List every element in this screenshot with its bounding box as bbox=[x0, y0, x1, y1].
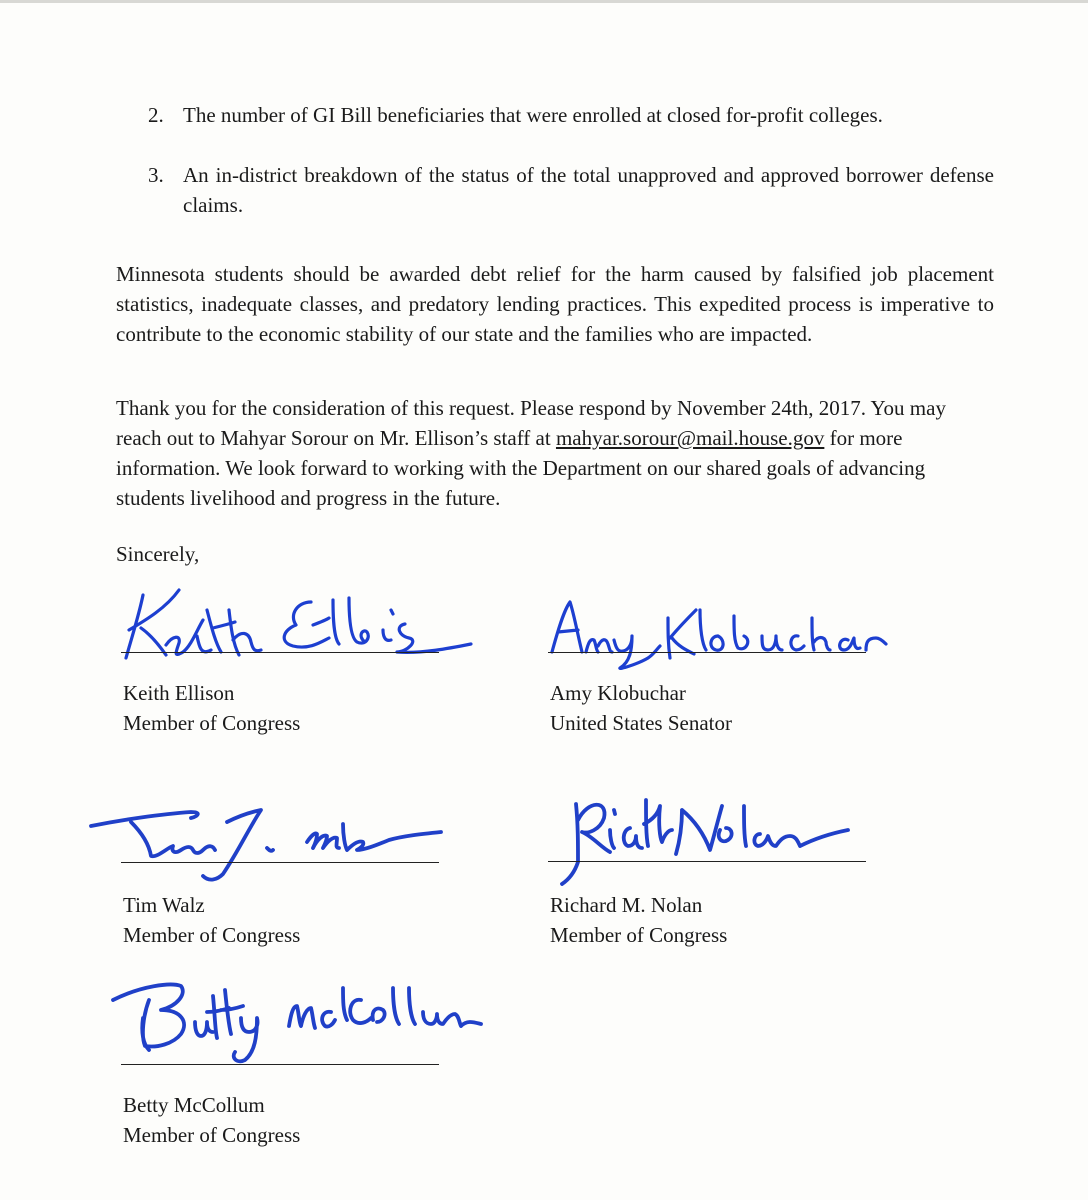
signature-tim-walz bbox=[121, 792, 481, 892]
signature-keith-ellison bbox=[121, 580, 481, 660]
signature-amy-klobuchar bbox=[548, 580, 908, 660]
list-item-number: 2. bbox=[148, 103, 164, 127]
signatory-title: Member of Congress bbox=[550, 923, 728, 947]
signature-line bbox=[121, 862, 439, 863]
list-item-number: 3. bbox=[148, 163, 164, 187]
signatory-name: Keith Ellison bbox=[123, 681, 235, 705]
list-item-text: An in-district breakdown of the status of the total unapproved and approved borrower defense claims. bbox=[183, 163, 994, 217]
signatory-name: Richard M. Nolan bbox=[550, 893, 703, 917]
body-paragraph bbox=[116, 393, 994, 513]
signature-line bbox=[548, 861, 866, 862]
signatory-title: Member of Congress bbox=[123, 923, 301, 947]
signature-line bbox=[121, 652, 439, 653]
email-link[interactable]: mahyar.sorour@mail.house.gov bbox=[555, 426, 825, 450]
signature-block bbox=[121, 792, 461, 952]
signature-block bbox=[548, 780, 888, 950]
signature-block bbox=[121, 960, 461, 1160]
signature-block bbox=[548, 580, 888, 740]
list-item bbox=[148, 100, 994, 130]
paragraph-text: for more information. We look forward to working with the Department on our shared goals of advancing students livelihood and progress in the future. bbox=[116, 426, 926, 510]
body-paragraph: Minnesota students should be awarded debt relief for the harm caused by falsified job placement statistics, inadequate classes, and predatory lending practices. This expedited process is imperative to contribute to the economic stability of our state and the families who are impacted. bbox=[116, 262, 994, 346]
signature-richard-nolan bbox=[548, 780, 908, 890]
signature-betty-mccollum bbox=[121, 960, 501, 1070]
signatory-name: Betty McCollum bbox=[123, 1093, 265, 1117]
page-top-edge bbox=[0, 0, 1088, 3]
signatory-title: Member of Congress bbox=[123, 1123, 301, 1147]
numbered-list bbox=[148, 100, 994, 220]
signatory-name: Tim Walz bbox=[123, 893, 205, 917]
signature-line bbox=[121, 1064, 439, 1065]
signatory-title: Member of Congress bbox=[123, 711, 301, 735]
paragraph-text: Thank you for the consideration of this request. Please respond by November 24th, 2017. You may reach out to Mahyar Sorour on Mr. Ellison’s staff at bbox=[116, 396, 946, 450]
closing: Sincerely, bbox=[116, 542, 200, 566]
signatory-title: United States Senator bbox=[550, 711, 732, 735]
signature-line bbox=[548, 652, 866, 653]
signature-block bbox=[121, 580, 461, 740]
signatory-name: Amy Klobuchar bbox=[550, 681, 686, 705]
list-item bbox=[148, 160, 994, 220]
list-item-text: The number of GI Bill beneficiaries that were enrolled at closed for-profit colleges. bbox=[183, 103, 883, 127]
